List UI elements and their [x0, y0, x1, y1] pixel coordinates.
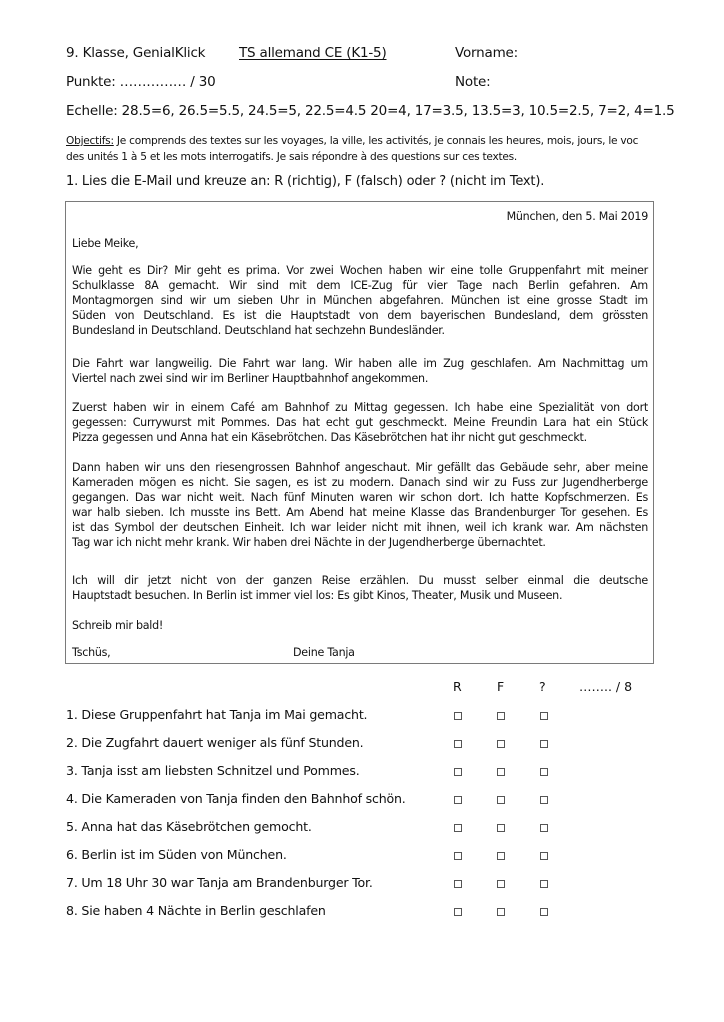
letter-paragraph: [72, 460, 648, 551]
grade-label: Note:: [455, 74, 491, 90]
checkbox-f[interactable]: [497, 908, 505, 916]
checkbox-r[interactable]: [454, 796, 462, 804]
points-label: Punkte: …………… / 30: [66, 74, 216, 90]
question-text: 4. Die Kameraden von Tanja finden den Bahnhof schön.: [66, 791, 406, 806]
checkbox-r[interactable]: [454, 880, 462, 888]
checkbox-r[interactable]: [454, 768, 462, 776]
task-instruction: 1. Lies die E-Mail und kreuze an: R (richtig), F (falsch) oder ? (nicht im Text).: [66, 174, 545, 189]
letter-greeting: Liebe Meike,: [72, 237, 139, 250]
letter-line: Pizza gegessen und Anna hat ein Käsebrötchen. Das Käsebrötchen hat ihr nicht gut geschmeckt.: [72, 431, 587, 445]
checkbox-r[interactable]: [454, 712, 462, 720]
letter-line: Viertel nach zwei sind wir im Berliner Hauptbahnhof angekommen.: [72, 372, 429, 386]
letter-line: Kameraden mögen es nicht. Sie sagen, es ist zu modern. Danach sind wir zu Fuss zur Jugendherberge: [72, 476, 648, 490]
letter-line: Bundesland in Deutschland. Deutschland hat sechzehn Bundesländer.: [72, 324, 445, 338]
grading-scale: Echelle: 28.5=6, 26.5=5.5, 24.5=5, 22.5=4.5 20=4, 17=3.5, 13.5=3, 10.5=2.5, 7=2, 4=1.5: [66, 103, 675, 119]
letter-box: [65, 201, 654, 664]
checkbox-r[interactable]: [454, 908, 462, 916]
checkbox-r[interactable]: [454, 852, 462, 860]
question-text: 2. Die Zugfahrt dauert weniger als fünf Stunden.: [66, 735, 364, 750]
letter-line: Zuerst haben wir in einem Café am Bahnhof zu Mittag gegessen. Ich habe eine Spezialität von dort: [72, 401, 648, 414]
objectives-label: Objectifs:: [66, 135, 114, 147]
letter-closing-request: Schreib mir bald!: [72, 619, 164, 632]
letter-line: Die Fahrt war langweilig. Die Fahrt war lang. Wir haben alle im Zug geschlafen. Am Nachmittag um: [72, 357, 648, 370]
first-name-label: Vorname:: [455, 45, 518, 61]
objectives-text-line1: Je comprends des textes sur les voyages, la ville, les activités, je connais les heures, mois, jours, le voc: [113, 135, 639, 147]
checkbox-unknown[interactable]: [540, 712, 548, 720]
question-text: 1. Diese Gruppenfahrt hat Tanja im Mai gemacht.: [66, 707, 368, 722]
letter-signature: Deine Tanja: [293, 646, 355, 659]
checkbox-f[interactable]: [497, 768, 505, 776]
class-label: 9. Klasse, GenialKlick: [66, 45, 206, 61]
test-title: TS allemand CE (K1-5): [239, 45, 387, 61]
question-text: 5. Anna hat das Käsebrötchen gemocht.: [66, 819, 312, 834]
letter-paragraph: [72, 356, 648, 386]
letter-line: war halb sieben. Ich musste ins Bett. Am Abend hat meine Klasse das Brandenburger Tor gesehen. Es: [72, 506, 648, 520]
checkbox-f[interactable]: [497, 852, 505, 860]
letter-line: Ich will dir jetzt nicht von der ganzen Reise erzählen. Du musst selber einmal die deutsche: [72, 574, 648, 587]
checkbox-unknown[interactable]: [540, 768, 548, 776]
letter-line: Süden von Deutschland. Es ist die Hauptstadt von dem bayerischen Bundesland, dem grössten: [72, 309, 648, 323]
checkbox-unknown[interactable]: [540, 852, 548, 860]
checkbox-f[interactable]: [497, 740, 505, 748]
letter-line: Wie geht es Dir? Mir geht es prima. Vor zwei Wochen haben wir eine tolle Gruppenfahrt mit meiner: [72, 264, 648, 277]
checkbox-f[interactable]: [497, 712, 505, 720]
objectives: [66, 133, 666, 165]
letter-line: Montagmorgen sind wir um sieben Uhr in München abgefahren. München ist eine grosse Stadt im: [72, 294, 648, 308]
column-header-falsch: F: [497, 679, 505, 694]
objectives-text-line2: des unités 1 à 5 et les mots interrogatifs. Je sais répondre à des questions sur ces textes.: [66, 151, 518, 163]
checkbox-unknown[interactable]: [540, 908, 548, 916]
letter-line: gegangen. Das war nicht weit. Nach fünf Minuten waren wir schon dort. Ich hatte Kopfschmerzen. Es: [72, 491, 648, 505]
letter-farewell: Tschüs,: [72, 646, 111, 659]
letter-line: Tag war ich nicht mehr krank. Wir haben drei Nächte in der Jugendherberge übernachtet.: [72, 536, 546, 550]
checkbox-unknown[interactable]: [540, 740, 548, 748]
letter-paragraph: [72, 263, 648, 338]
letter-paragraph: [72, 573, 648, 603]
letter-line: Schulklasse 8A gemacht. Wir sind mit dem ICE-Zug für vier Tage nach Berlin gefahren. Am: [72, 279, 648, 293]
checkbox-unknown[interactable]: [540, 824, 548, 832]
checkbox-f[interactable]: [497, 796, 505, 804]
question-text: 7. Um 18 Uhr 30 war Tanja am Brandenburger Tor.: [66, 875, 373, 890]
letter-date: München, den 5. Mai 2019: [506, 210, 648, 223]
letter-line: Hauptstadt besuchen. In Berlin ist immer viel los: Es gibt Kinos, Theater, Musik und Museen.: [72, 589, 563, 603]
checkbox-unknown[interactable]: [540, 796, 548, 804]
letter-line: gegessen: Currywurst mit Pommes. Das hat echt gut geschmeckt. Meine Freundin Lara hat ein Stück: [72, 416, 648, 430]
checkbox-f[interactable]: [497, 824, 505, 832]
question-text: 8. Sie haben 4 Nächte in Berlin geschlafen: [66, 903, 326, 918]
checkbox-unknown[interactable]: [540, 880, 548, 888]
quiz-score: …….. / 8: [579, 679, 633, 694]
checkbox-r[interactable]: [454, 740, 462, 748]
checkbox-f[interactable]: [497, 880, 505, 888]
letter-line: Dann haben wir uns den riesengrossen Bahnhof angeschaut. Mir gefällt das Gebäude sehr, aber meine: [72, 461, 648, 474]
column-header-richtig: R: [453, 679, 462, 694]
letter-line: ist das Symbol der deutschen Einheit. Ich war leider nicht mit ihnen, weil ich krank war. Am nächsten: [72, 521, 648, 535]
question-text: 6. Berlin ist im Süden von München.: [66, 847, 287, 862]
column-header-nicht-im-text: ?: [539, 679, 546, 694]
question-text: 3. Tanja isst am liebsten Schnitzel und Pommes.: [66, 763, 360, 778]
checkbox-r[interactable]: [454, 824, 462, 832]
letter-paragraph: [72, 400, 648, 445]
